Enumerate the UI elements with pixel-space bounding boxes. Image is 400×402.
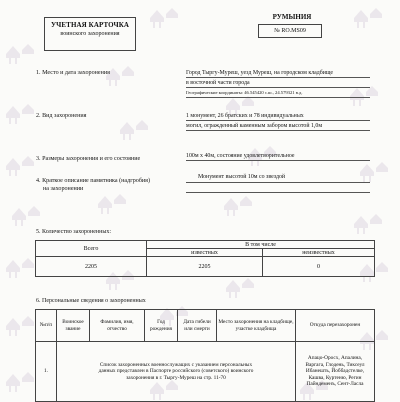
- field-4-label-cont: на захоронении: [43, 186, 84, 192]
- col-num-header: №п/п: [36, 310, 57, 342]
- total-value: 2205: [36, 257, 147, 277]
- from-line3: Ибанешть, Йоббадстелке,: [305, 368, 365, 375]
- row-text-line2: данных представлен в Паспорте российского (советского) воинского: [98, 368, 254, 375]
- from-line2: Варгага, Глодень, Тиксеул: [305, 361, 365, 368]
- field-1-coordinates: Географические координаты: 46.545420 с.ш., 24.579321 в.д.: [186, 89, 370, 98]
- country-name: РУМЫНИЯ: [272, 13, 312, 21]
- total-header: Всего: [36, 241, 147, 257]
- col-from-header: Откуда перезахоронен: [296, 310, 375, 342]
- field-4-value: Монумент высотой 10м со звездой: [198, 174, 286, 180]
- row-description: [57, 342, 296, 402]
- row-number: 1.: [36, 342, 57, 402]
- row-from-places: [296, 342, 375, 402]
- col-place-header: Место захоронения на кладбище, участке кладбища: [217, 310, 296, 342]
- burial-count-table: [35, 240, 375, 277]
- field-1-line2: в восточной части города: [186, 79, 370, 88]
- field-2-line1: 1 монумент, 26 братских и 78 индивидуальных: [186, 112, 370, 121]
- row-text-line1: Список захороненных военнослужащих с указанием персональных: [99, 361, 253, 368]
- group-header: В том числе: [147, 241, 375, 249]
- from-line1: Апацо-Оросх, Апалина,: [307, 355, 363, 362]
- field-1-line1: Город Тыргу-Муреш, уезд Муреш, на городском кладбище: [186, 69, 370, 78]
- col-death-header: Дата гибели или смерти: [178, 310, 217, 342]
- unknown-value: 0: [263, 257, 375, 277]
- field-2-line2: могил, огражденный каменным забором высотой 1,0м: [186, 122, 370, 131]
- card-code: № RO.MS09: [258, 24, 322, 38]
- row-text-line3: захоронения в г. Тыргу-Муреш на стр. 11-70: [126, 374, 226, 381]
- field-1-label: 1. Место и дата захоронения: [36, 70, 110, 76]
- personal-data-table: [35, 309, 375, 402]
- known-value: 2205: [147, 257, 263, 277]
- card-subtitle: воинского захоронения: [60, 31, 120, 37]
- field-4-underline-2: [186, 192, 370, 193]
- section-5-title: 5. Количество захороненных:: [36, 229, 112, 235]
- field-3-value: 100м x 40м, состояние удовлетворительное: [186, 152, 370, 161]
- col-rank-header: Воинское звание: [57, 310, 90, 342]
- field-3-label: 3. Размеры захоронения и его состояние: [36, 156, 141, 162]
- from-line4: Кашва, Куртеню, Регин: [308, 374, 362, 381]
- from-line5: Пайндеменъ, Сент-Ласла: [306, 381, 364, 388]
- col-name-header: Фамилия, имя, отчество: [90, 310, 145, 342]
- field-4-label: 4. Краткое описание памятника (надгробия): [36, 178, 151, 184]
- field-2-label: 2. Вид захоронения: [36, 113, 87, 119]
- field-4-underline: [186, 182, 370, 183]
- card-title: УЧЕТНАЯ КАРТОЧКА: [50, 21, 130, 29]
- known-header: известных: [147, 249, 263, 257]
- unknown-header: неизвестных: [263, 249, 375, 257]
- section-6-title: 6. Персональные сведения о захороненных: [36, 298, 146, 304]
- col-birth-header: Год рождения: [145, 310, 178, 342]
